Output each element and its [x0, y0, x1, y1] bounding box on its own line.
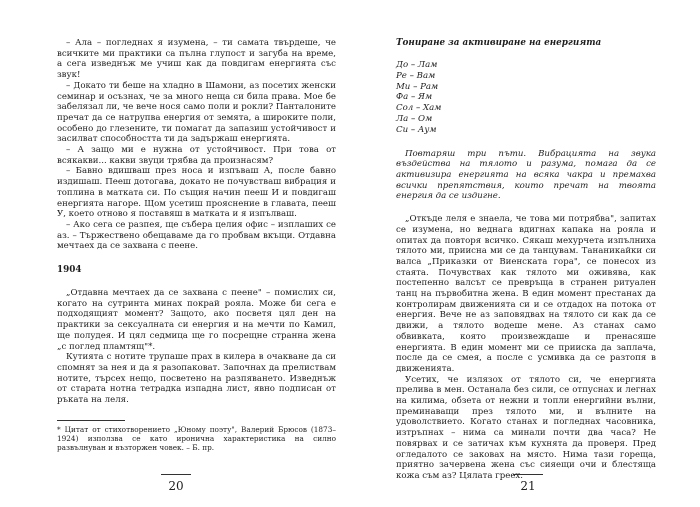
page-number: 21 — [520, 479, 536, 493]
right-paragraph: Усетих, че излязох от тялото си, че енергията прелива в мен. Останала без сили, се отпуснах и легнах на килима, обзета от нежни и топли енергийни вълни, преминаващи през тялото ми, и вълните на удоволствието. Когато станах и погледнах часовника, изтръпнах – нима са минали почти два часа? Не повярвах и се затичах към кухнята да проверя. Пред огледалото се заковах на място. Нима тази гореща, приятно зачервена жена със сияещи очи и блестяща кожа съм аз? Цялата греех. — [396, 374, 656, 481]
right-paragraph: „Откъде леля е знаела, че това ми потрябва", запитах се изумена, но веднага вдигнах капака на рояла и опитах да повторя всичко. Сякаш мехурчета изпълниха тялото ми, приисна ми се да танцувам. Тананикайки си валса „Приказки от Виенската гора", се понесох из стаята. Почувствах как тялото ми оживява, как постепенно валсът се превръща в странен ритуален танц на първобитна жена. В един момент престанах да контролирам движенията си и се отдадох на потока от енергия. Вече не аз заповядвах на тялото си как да се движи, а тялото водеше мене. Аз станах само обвивката, която произвеждаше и пренасяше енергията. В един момент ми се прииска да заплача, после да се смея, а после с усмивка да се разтопя в движенията. — [396, 214, 656, 374]
syllable-item: До – Лам — [396, 60, 438, 70]
left-body-bottom — [57, 288, 336, 406]
left-paragraph: Кутията с нотите трупаше прах в килера в очакване да си спомнят за нея и да я разопаковат. Започнах да прелиствам нотите, търсех нещо, посветено на разпяването. Изведнъж от старата нотна тетрадка изпадна лист, явно подписан от ръката на леля. — [57, 352, 336, 406]
page-number-rule — [513, 474, 543, 475]
left-paragraph: – Ако сега се разпея, ще събера целия офис – изплаших се аз. – Тържествено обещаваме да го пробвам вкъщи. Отдавна мечтаех да се захвана с пеене. — [57, 219, 336, 252]
right-body — [396, 214, 656, 482]
syllable-item: Фа – Ям — [396, 92, 433, 103]
page-number: 20 — [168, 479, 184, 493]
right-page — [350, 0, 700, 507]
syllable-item: Сол – Хам — [396, 103, 442, 114]
page-number-rule — [161, 474, 191, 475]
syllable-list — [396, 60, 656, 136]
left-paragraph: „Отдавна мечтаех да се захвана с пеене" – помислих си, когато на сутринта минах покрай рояла. Може би сега е подходящият момент? Защото, ако посветя цял ден на практики за сексуалната си енергия и на мечти по Камил, ще полудея. И цял седмица ще го посрещне странна жена „с поглед пламтящ"*. — [57, 288, 336, 352]
exercise-title: Тониране за активиране на енергията — [396, 38, 602, 48]
syllable-item: Си – Аум — [396, 124, 437, 135]
left-paragraph: – Бавно вдишваш през носа и изпъваш А, после бавно издишаш. Пееш дотогава, докато не почувстваш вибрация и топлина в матката си. По същия начин пееш И и повдигаш енергията нагоре. Щом усетиш прояснение в главата, пееш У, което отново я поставяш в матката и я изпълваш. — [57, 166, 336, 220]
left-body-top — [57, 38, 336, 252]
footnote: * Цитат от стихотворението „Юному поэту", Валерий Брюсов (1873–1924) използва се като иронична характеристика на силно развълнуван и възторжен човек. – Б. пр. — [57, 424, 336, 452]
left-paragraph: – Докато ти беше на хладно в Шамони, аз посетих женски семинар и осъзнах, че за много неща си била права. Мое бе забелязал ли, че вече нося само поли и рокли? Панталоните пречат да се натрупва енергия от земята, а широките поли, особено до глезените, ти помагат да запазиш устойчивост и засилват способността ти да задържаш енергията. — [57, 80, 336, 145]
left-paragraph: – А защо ми е нужна от устойчивост. При това от всякакви... какви звуци трябва да произнасям? — [57, 145, 336, 166]
footnote-divider — [57, 420, 125, 421]
syllable-item: Ми – Рам — [396, 81, 439, 92]
chapter-heading: 1904 — [57, 265, 82, 276]
left-paragraph: – Ала – погледнах я изумена, – ти самата твърдеше, че всичките ми практики са пълна глупост и загуба на време, а сега изведнъж ме учиш как да повдигам енергията със звук! — [57, 38, 336, 81]
syllable-item: Ре – Вам — [396, 70, 436, 81]
exercise-instruction: Повтаряш три пъти. Вибрацията на звука въздейства на тялото и разума, помага да се активизира енергията на всяка чакра и премахва всички препятствия, които пречат на твоята енергия да се издигне. — [396, 148, 656, 202]
syllable-item: Ла – Ом — [396, 113, 433, 124]
